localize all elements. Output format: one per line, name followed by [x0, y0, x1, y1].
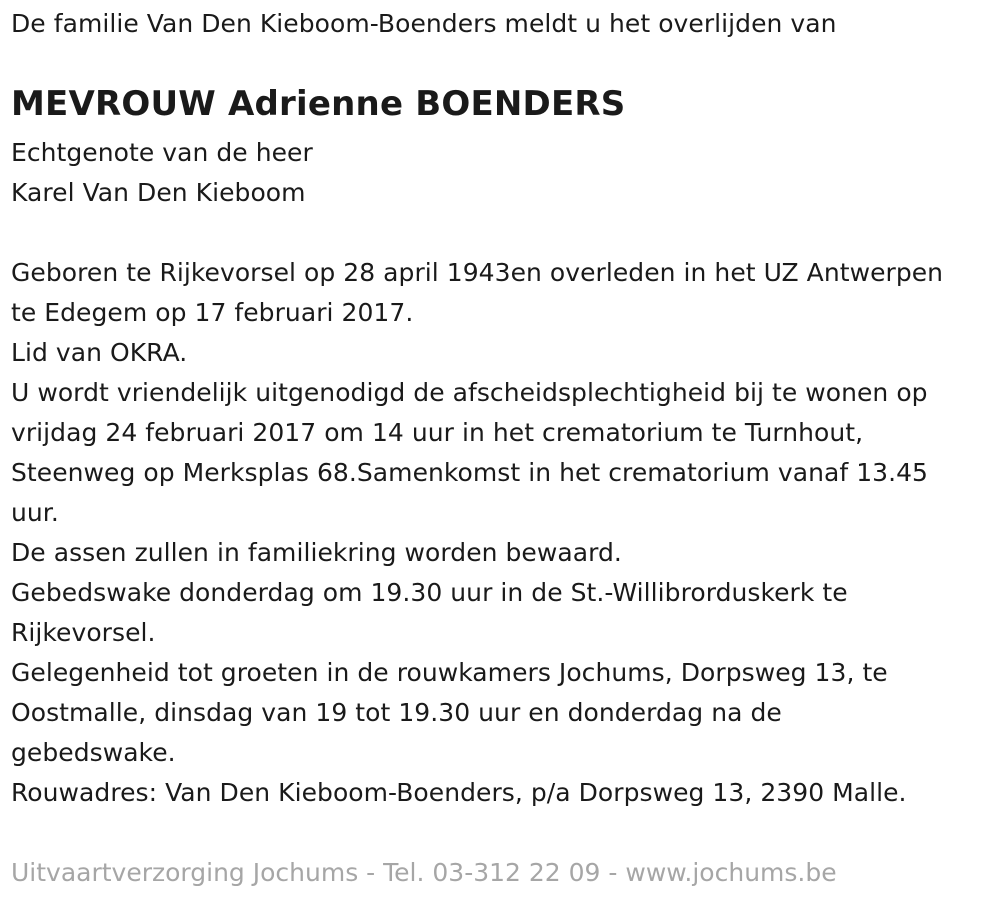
body-line: uur. [11, 498, 59, 527]
spouse-block [11, 133, 313, 213]
funeral-home-footer: Uitvaartverzorging Jochums - Tel. 03-312 22 09 - www.jochums.be [11, 858, 837, 887]
body-line: te Edegem op 17 februari 2017. [11, 298, 414, 327]
body-line: Steenweg op Merksplas 68.Samenkomst in het crematorium vanaf 13.45 [11, 458, 929, 487]
body-line: U wordt vriendelijk uitgenodigd de afscheidsplechtigheid bij te wonen op [11, 378, 928, 407]
spouse-line: Echtgenote van de heer [11, 138, 313, 167]
body-line: Gelegenheid tot groeten in de rouwkamers Jochums, Dorpsweg 13, te [11, 658, 888, 687]
body-line: Oostmalle, dinsdag van 19 tot 19.30 uur en donderdag na de [11, 698, 782, 727]
spouse-line: Karel Van Den Kieboom [11, 178, 306, 207]
body-line: Rouwadres: Van Den Kieboom-Boenders, p/a Dorpsweg 13, 2390 Malle. [11, 778, 907, 807]
body-line: vrijdag 24 februari 2017 om 14 uur in het crematorium te Turnhout, [11, 418, 864, 447]
body-line: Gebedswake donderdag om 19.30 uur in de St.-Willibrorduskerk te [11, 578, 848, 607]
intro-text: De familie Van Den Kieboom-Boenders meldt u het overlijden van [11, 9, 837, 38]
body-line: gebedswake. [11, 738, 176, 767]
deceased-name: MEVROUW Adrienne BOENDERS [11, 84, 626, 124]
body-line: Geboren te Rijkevorsel op 28 april 1943en overleden in het UZ Antwerpen [11, 258, 944, 287]
body-line: De assen zullen in familiekring worden bewaard. [11, 538, 622, 567]
body-line: Lid van OKRA. [11, 338, 188, 367]
obituary-body [11, 253, 943, 813]
body-line: Rijkevorsel. [11, 618, 156, 647]
